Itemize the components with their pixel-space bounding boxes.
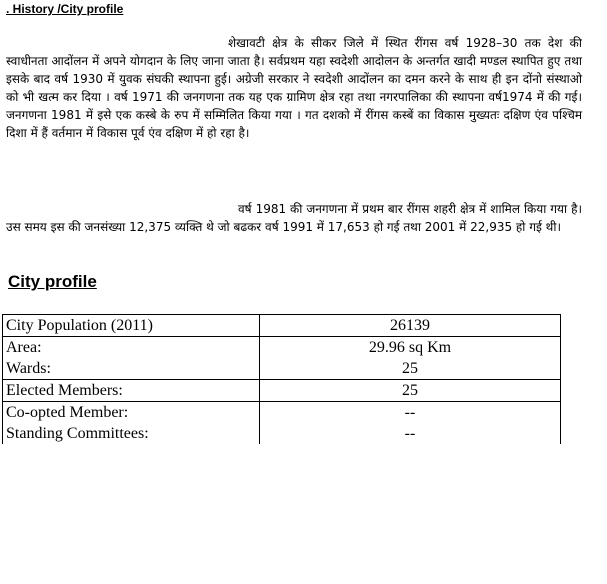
row-label: Co-opted Member:	[3, 402, 260, 424]
table-row	[3, 337, 561, 359]
city-profile-heading: City profile	[8, 272, 97, 291]
table-row	[3, 402, 561, 424]
row-label: Area:	[3, 337, 260, 359]
history-heading: . History /City profile	[6, 2, 124, 16]
row-value: 25	[260, 358, 561, 380]
row-value: 26139	[260, 315, 561, 337]
row-label: City Population (2011)	[3, 315, 260, 337]
row-value: 29.96 sq Km	[260, 337, 561, 359]
row-label: Standing Committees:	[3, 423, 260, 444]
row-label: Elected Members:	[3, 380, 260, 402]
row-value: --	[260, 423, 561, 444]
row-value: --	[260, 402, 561, 424]
table-row	[3, 423, 561, 444]
table-row	[3, 358, 561, 380]
history-paragraph-1: शेखावटी क्षेत्र के सीकर जिले में स्थित रींगस वर्ष 1928–30 तक देश की स्वाधीनता आदोंलन में अपने योगदान के लिए जाना जाता है। सर्वप्रथम यहा स्वदेशी आदोलन के अन्तर्गत खादी मण्डल स्थापित हुए तथा इसके बाद वर्ष 1930 में युवक संघकी स्थापना हुई। अग्रेजी सरकार ने स्वदेशी आदोंलन का दमन करने के साथ ही इन दोंनो संस्थाओ को भी खत्म कर दिया । वर्ष 1971 की जनगणना तक यह एक ग्रामिण क्षेत्र रहा तथा नगरपालिका की स्थापना वर्ष1974 में की गई।जनगणना 1981 में इसे एक कस्बे के रुप में सम्मिलित किया गया । गत दशको में रींगस कस्बें का विकास मुख्यतः दक्षिण एंव पश्चिम दिशा में हैं वर्तमान में विकास पूर्व एंव दक्षिण में हो रहा है।	[6, 36, 582, 140]
row-label: Wards:	[3, 358, 260, 380]
history-paragraph-2: वर्ष 1981 की जनगणना में प्रथम बार रींगस शहरी क्षेत्र में शामिल किया गया है। उस समय इस की जनसंख्या 12,375 व्यक्ति थे जो बढकर वर्ष 1991 में 17,653 हो गई तथा 2001 में 22,935 हो गई थी।	[6, 202, 582, 234]
city-profile-table	[2, 314, 561, 444]
row-value: 25	[260, 380, 561, 402]
table-row	[3, 315, 561, 337]
table-row	[3, 380, 561, 402]
